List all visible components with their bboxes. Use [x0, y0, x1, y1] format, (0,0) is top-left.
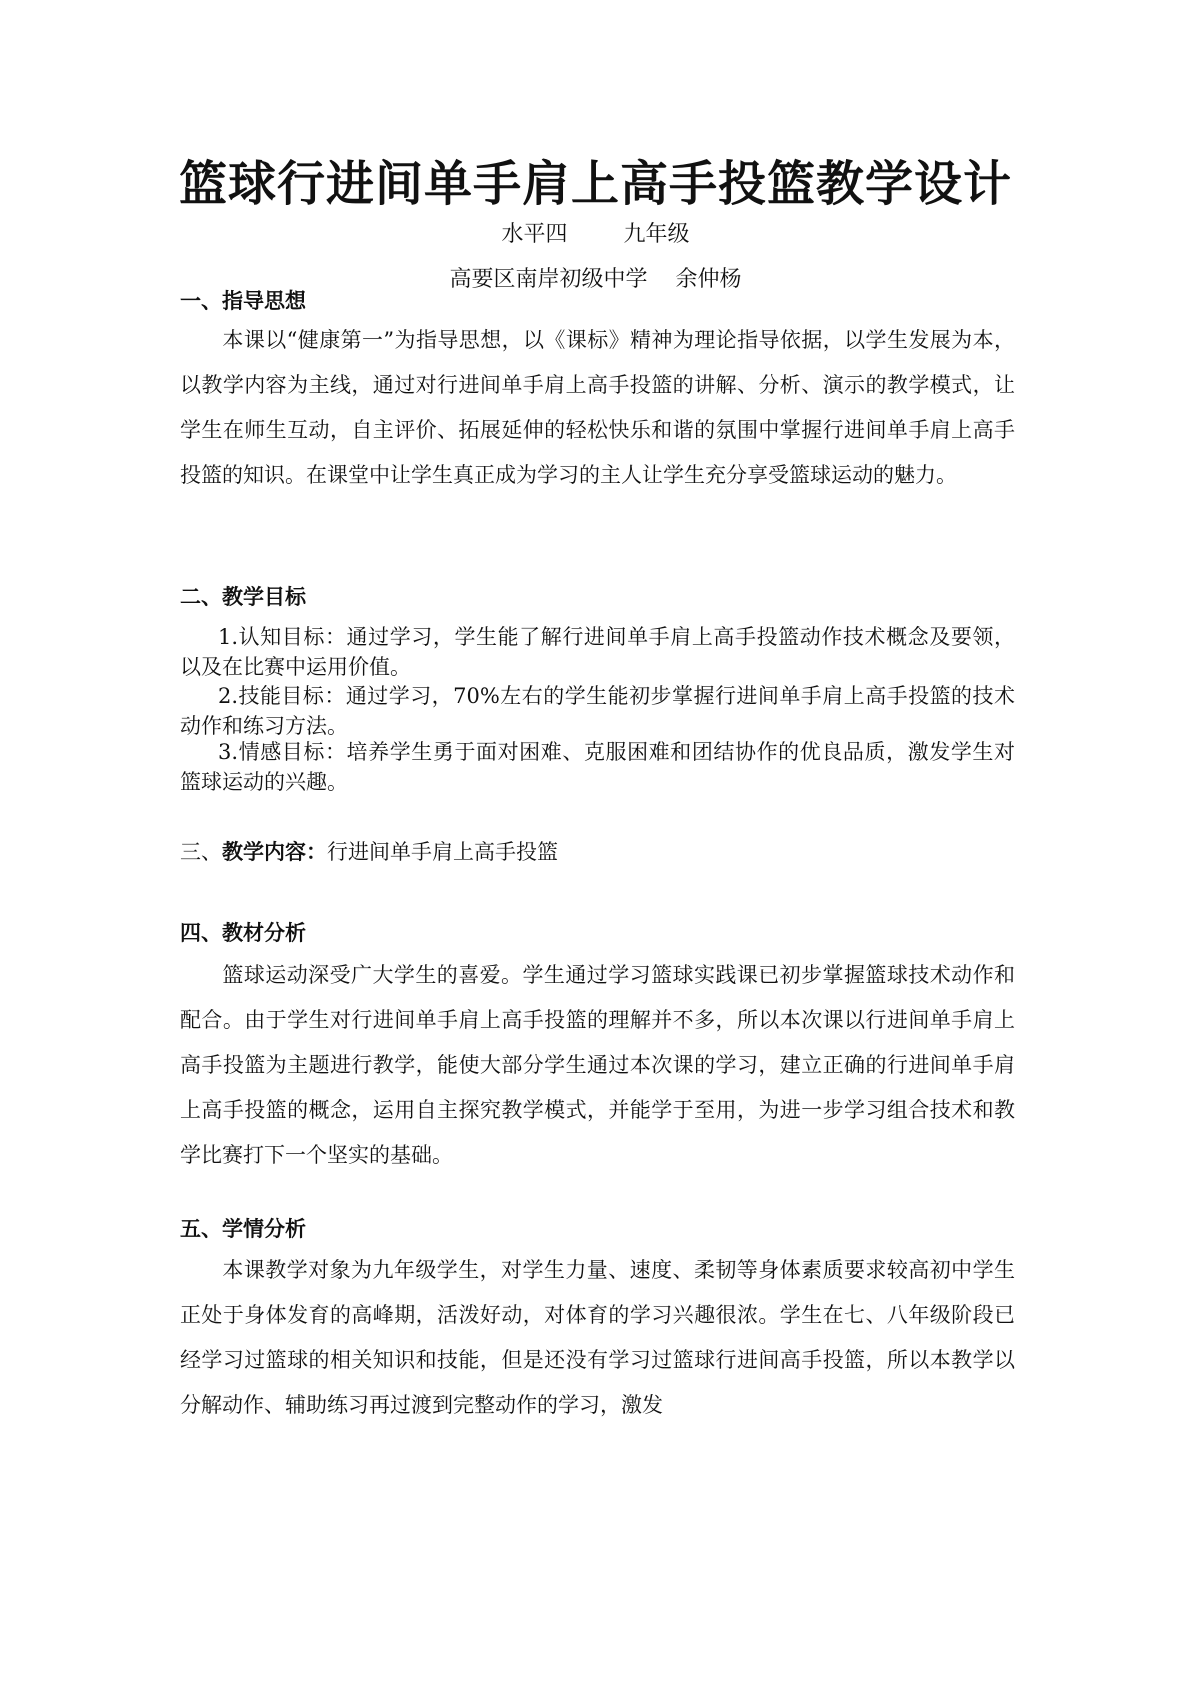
- goal-text: 2.技能目标：通过学习，70%左右的学生能初步掌握行进间单手肩上高手投篮的技术动作和练习方法。: [180, 684, 1015, 738]
- author-line: 高要区南岸初级中学 余仲杨: [449, 267, 742, 292]
- level-grade-line: 水平四 九年级: [501, 222, 690, 247]
- heading-prefix: 三、: [180, 840, 222, 864]
- section-paragraph-student-analysis: [180, 1248, 1015, 1428]
- section-heading-teaching-content: [180, 837, 558, 867]
- goal-text: 3.情感目标：培养学生勇于面对困难、克服困难和团结协作的优良品质，激发学生对篮球运动的兴趣。: [180, 740, 1015, 794]
- goal-item-skill: [180, 681, 1015, 741]
- section-heading-student-analysis: 五、学情分析: [180, 1217, 306, 1241]
- teaching-content-text: 行进间单手肩上高手投篮: [327, 840, 558, 864]
- paragraph-text: 本课教学对象为九年级学生，对学生力量、速度、柔韧等身体素质要求较高初中学生正处于身体发育的高峰期，活泼好动，对体育的学习兴趣很浓。学生在七、八年级阶段已经学习过篮球的相关知识和技能，但是还没有学习过篮球行进间高手投篮，所以本教学以分解动作、辅助练习再过渡到完整动作的学习，激发: [180, 1258, 1015, 1417]
- paragraph-text: 本课以“健康第一”为指导思想，以《课标》精神为理论指导依据，以学生发展为本，以教学内容为主线，通过对行进间单手肩上高手投篮的讲解、分析、演示的教学模式，让学生在师生互动，自主评价、拓展延伸的轻松快乐和谐的氛围中掌握行进间单手肩上高手投篮的知识。在课堂中让学生真正成为学习的主人让学生充分享受篮球运动的魅力。: [180, 328, 1015, 487]
- goal-item-cognitive: [180, 622, 1015, 682]
- section-paragraph-material-analysis: [180, 953, 1015, 1178]
- goal-text: 1.认知目标：通过学习，学生能了解行进间单手肩上高手投篮动作技术概念及要领，以及在比赛中运用价值。: [180, 625, 1015, 679]
- section-heading-material-analysis: 四、教材分析: [180, 921, 306, 945]
- section-heading-guiding-ideology: 一、指导思想: [180, 289, 306, 313]
- section-paragraph-guiding-ideology: [180, 318, 1015, 498]
- paragraph-text: 篮球运动深受广大学生的喜爱。学生通过学习篮球实践课已初步掌握篮球技术动作和配合。由于学生对行进间单手肩上高手投篮的理解并不多，所以本次课以行进间单手肩上高手投篮为主题进行教学，能使大部分学生通过本次课的学习，建立正确的行进间单手肩上高手投篮的概念，运用自主探究教学模式，并能学于至用，为进一步学习组合技术和教学比赛打下一个坚实的基础。: [180, 963, 1015, 1167]
- document-title: 篮球行进间单手肩上高手投篮教学设计: [178, 156, 1012, 212]
- goal-item-emotional: [180, 737, 1015, 797]
- heading-label: 教学内容：: [222, 840, 327, 864]
- section-heading-teaching-goals: 二、教学目标: [180, 585, 306, 609]
